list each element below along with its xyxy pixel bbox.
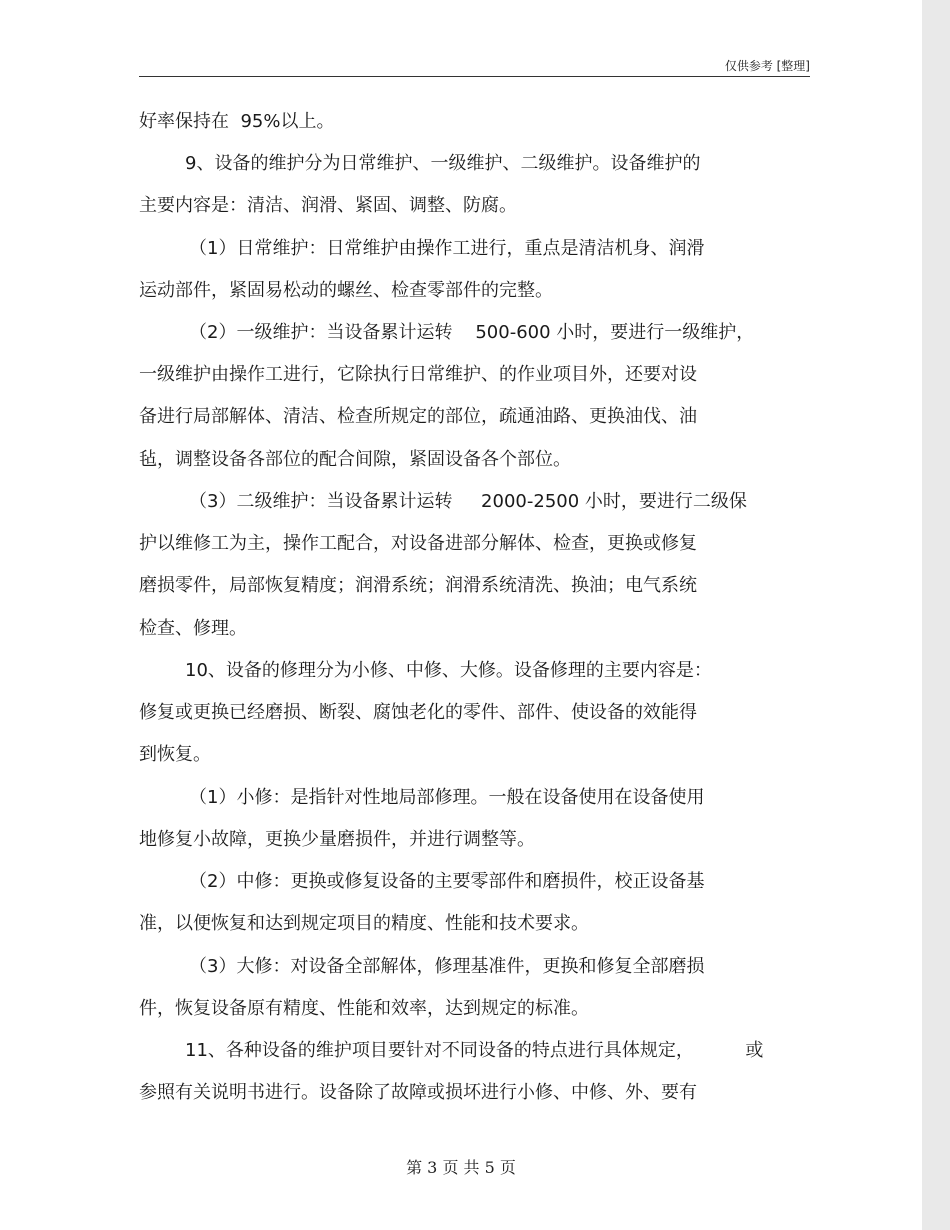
text-line: （1）日常维护：日常维护由操作工进行，重点是清洁机身、润滑 [189,238,705,259]
text-line: （1）小修：是指针对性地局部修理。一般在设备使用在设备使用 [189,787,705,808]
text-line: 件，恢复设备原有精度、性能和效率，达到规定的标准。 [139,998,589,1019]
text-line: （3）二级维护：当设备累计运转 2000-2500 小时，要进行二级保 [189,491,747,512]
text-line: 运动部件，紧固易松动的螺丝、检查零部件的完整。 [139,280,553,301]
text-line: 参照有关说明书进行。设备除了故障或损坏进行小修、中修、外、要有 [139,1082,697,1103]
text-line: 护以维修工为主，操作工配合，对设备进部分解体、检查，更换或修复 [139,533,697,554]
text-line: 检查、修理。 [139,618,247,639]
header-label: 仅供参考 [整理] [724,59,810,73]
header-divider [139,76,810,77]
text-line: 9、设备的维护分为日常维护、一级维护、二级维护。设备维护的 [185,153,701,174]
text-line: 毡，调整设备各部位的配合间隙，紧固设备各个部位。 [139,449,571,470]
text-line: 到恢复。 [139,744,211,765]
text-line: 修复或更换已经磨损、断裂、腐蚀老化的零件、部件、使设备的效能得 [139,702,697,723]
text-line: 主要内容是：清洁、润滑、紧固、调整、防腐。 [139,195,517,216]
text-line: 磨损零件，局部恢复精度；润滑系统；润滑系统清洗、换油；电气系统 [139,575,697,596]
text-line: 10、设备的修理分为小修、中修、大修。设备修理的主要内容是： [185,660,712,681]
text-line: 一级维护由操作工进行，它除执行日常维护、的作业项目外，还要对设 [139,364,697,385]
text-line: （2）中修：更换或修复设备的主要零部件和磨损件，校正设备基 [189,871,705,892]
page-number: 第 3 页 共 5 页 [406,1158,516,1177]
text-line: （3）大修：对设备全部解体，修理基准件，更换和修复全部磨损 [189,956,705,977]
text-line: 好率保持在 95%以上。 [139,111,335,132]
text-line: 准，以便恢复和达到规定项目的精度、性能和技术要求。 [139,913,589,934]
text-line: 11、各种设备的维护项目要针对不同设备的特点进行具体规定， 或 [185,1040,764,1061]
text-line: （2）一级维护：当设备累计运转 500-600 小时，要进行一级维护， [189,322,755,343]
text-line: 备进行局部解体、清洁、检查所规定的部位，疏通油路、更换油伐、油 [139,406,697,427]
text-line: 地修复小故障，更换少量磨损件，并进行调整等。 [139,829,535,850]
